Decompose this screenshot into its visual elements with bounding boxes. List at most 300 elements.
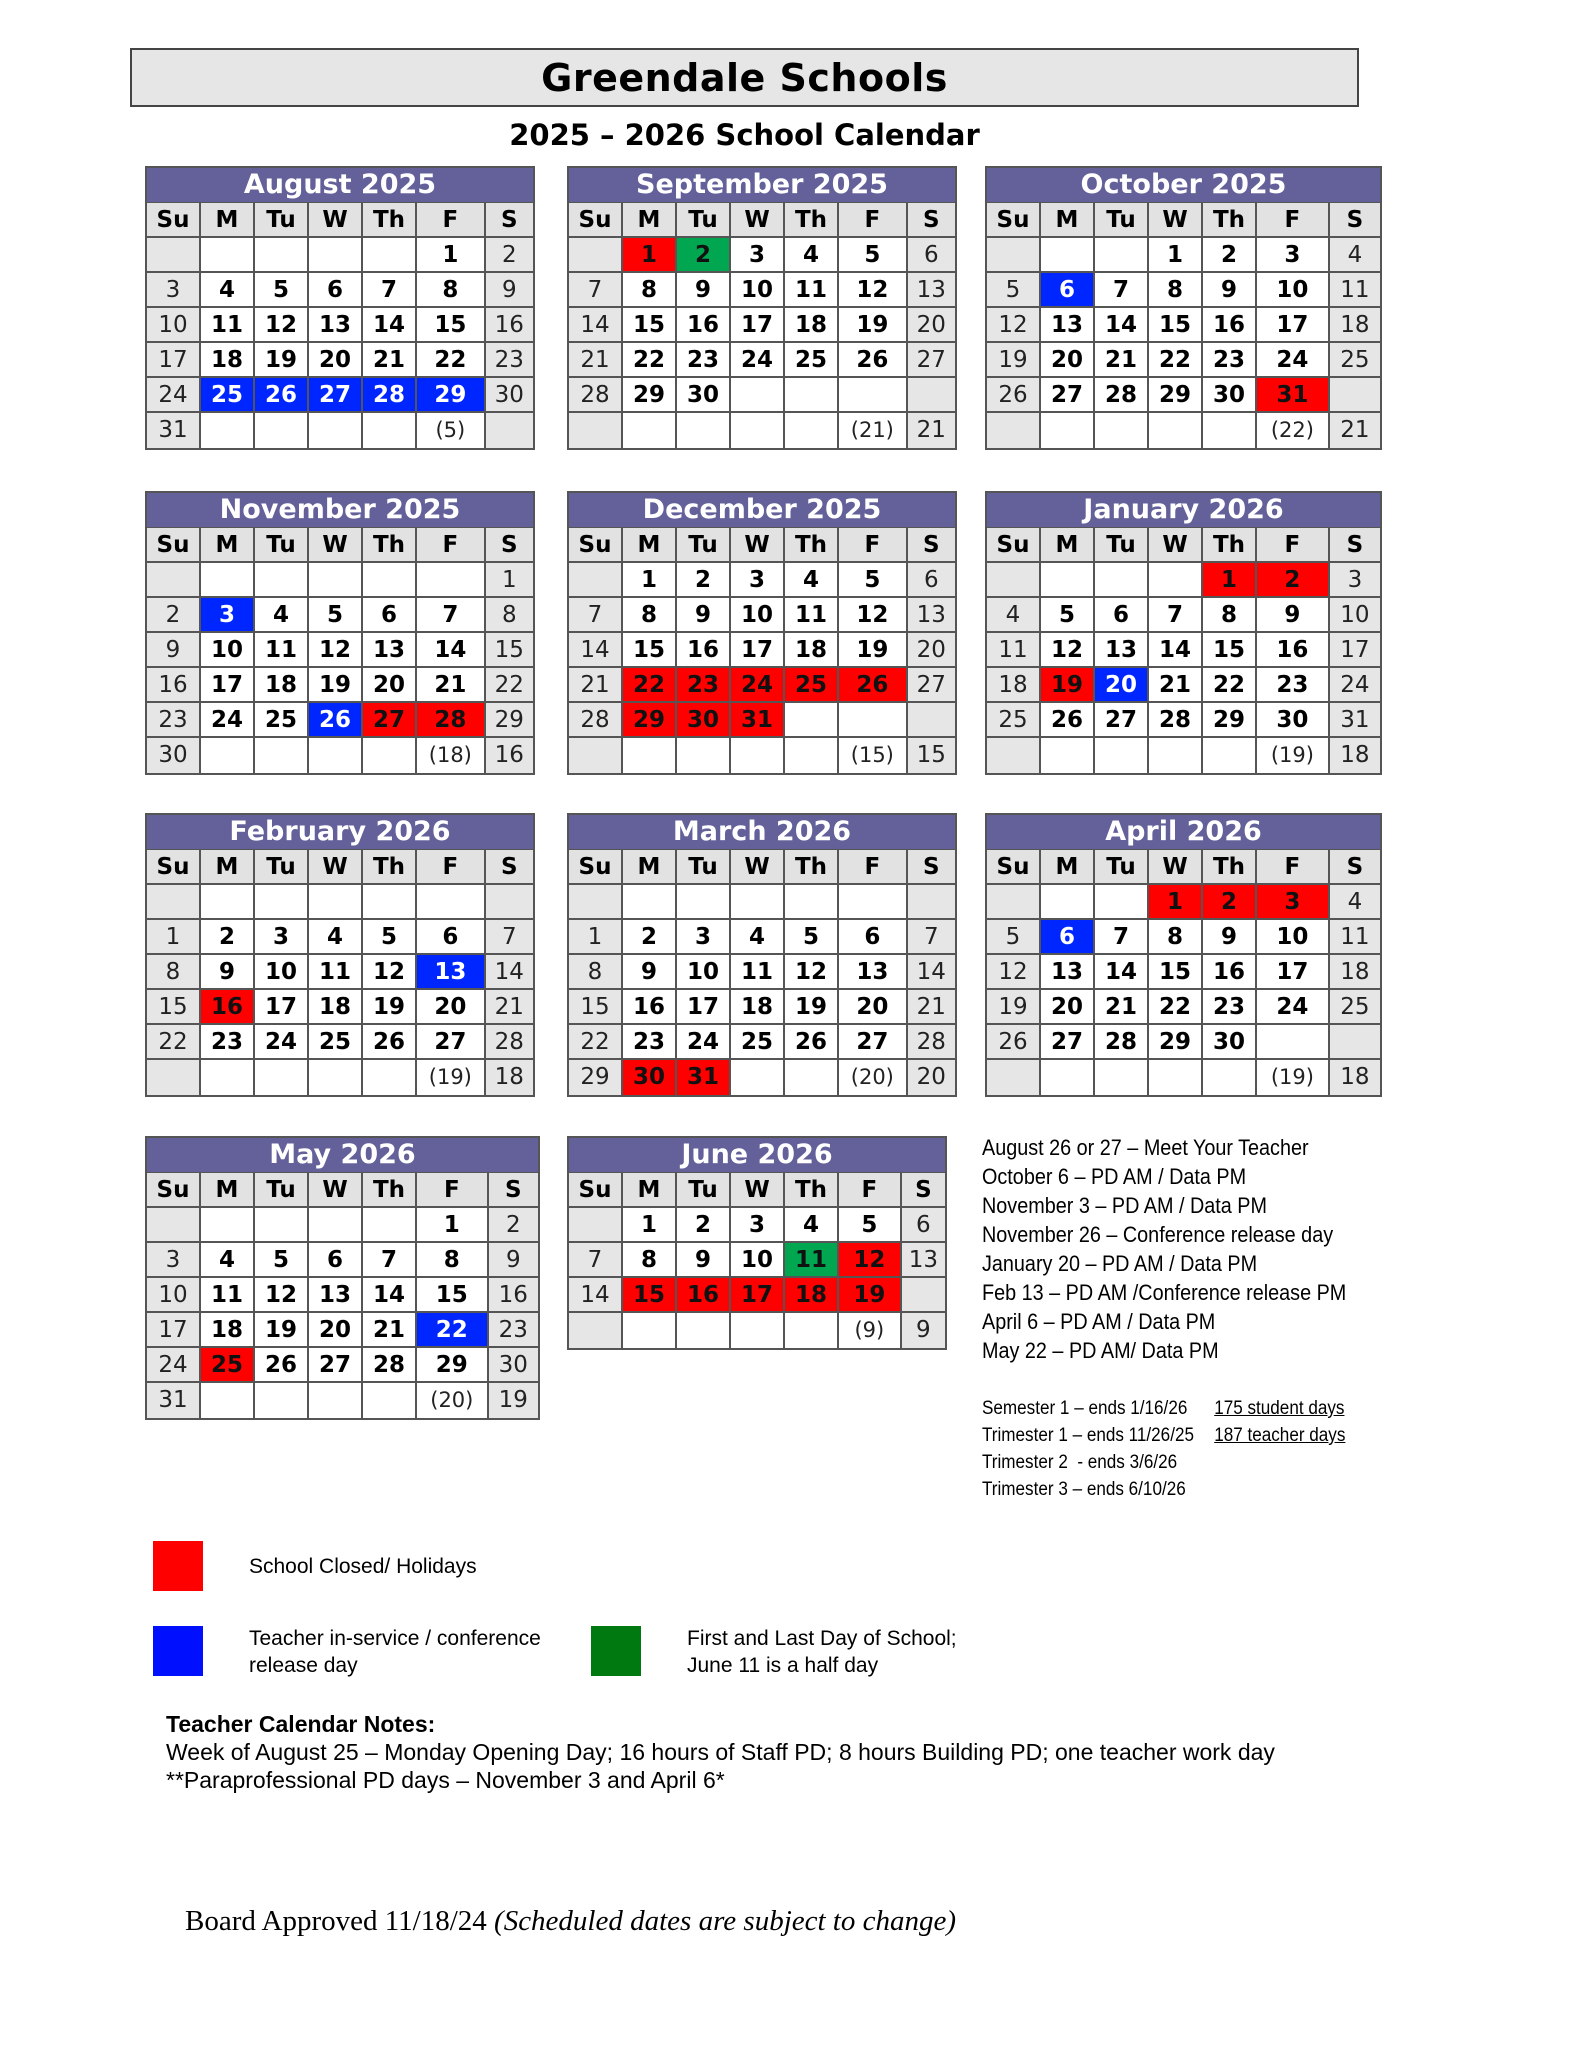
- day-cell: 12: [839, 1243, 902, 1278]
- empty-cell: [908, 378, 955, 413]
- day-cell: 17: [1257, 955, 1330, 990]
- day-cell: 25: [731, 1025, 785, 1060]
- weekday-header: W: [309, 203, 363, 238]
- weekday-header: F: [839, 1173, 902, 1208]
- day-cell: 10: [147, 1278, 201, 1313]
- legend-first-last-label: [687, 1625, 957, 1679]
- weekday-header: Tu: [255, 528, 309, 563]
- day-cell: 16: [623, 990, 677, 1025]
- day-cell: 5: [987, 273, 1041, 308]
- day-cell: 7: [363, 1243, 417, 1278]
- day-cell: 26: [255, 378, 309, 413]
- day-cell: 11: [255, 633, 309, 668]
- day-cell: 18: [785, 308, 839, 343]
- empty-cell: [309, 563, 363, 598]
- day-cell: 1: [1149, 885, 1203, 920]
- empty-cell: [201, 1383, 255, 1418]
- day-cell: 4: [309, 920, 363, 955]
- day-cell: 28: [569, 378, 623, 413]
- empty-cell: [785, 1060, 839, 1095]
- day-cell: 21: [1330, 413, 1380, 448]
- day-cell: 5: [839, 1208, 902, 1243]
- empty-cell: [731, 885, 785, 920]
- empty-cell: [987, 563, 1041, 598]
- day-cell: 25: [785, 668, 839, 703]
- day-cell: 8: [1149, 273, 1203, 308]
- day-cell: 5: [309, 598, 363, 633]
- day-cell: 14: [1095, 955, 1149, 990]
- day-cell: 11: [785, 273, 839, 308]
- empty-cell: [363, 1383, 417, 1418]
- day-cell: 23: [623, 1025, 677, 1060]
- day-cell: 7: [417, 598, 486, 633]
- day-cell: 26: [987, 1025, 1041, 1060]
- weekday-header: W: [731, 528, 785, 563]
- day-cell: 7: [569, 1243, 623, 1278]
- day-cell: 28: [486, 1025, 533, 1060]
- day-cell: 1: [147, 920, 201, 955]
- day-cell: 10: [255, 955, 309, 990]
- day-cell: (5): [417, 413, 486, 448]
- empty-cell: [677, 885, 731, 920]
- month-calendar: [985, 813, 1382, 1097]
- day-cell: 24: [731, 343, 785, 378]
- day-cell: 20: [1041, 343, 1095, 378]
- day-cell: 1: [623, 563, 677, 598]
- day-cell: 6: [309, 1243, 363, 1278]
- empty-cell: [569, 885, 623, 920]
- day-cell: 26: [987, 378, 1041, 413]
- empty-cell: [201, 413, 255, 448]
- day-cell: 30: [147, 738, 201, 773]
- empty-cell: [201, 1208, 255, 1243]
- month-title: October 2025: [987, 168, 1380, 202]
- day-cell: (18): [417, 738, 486, 773]
- day-cell: 11: [309, 955, 363, 990]
- empty-cell: [1041, 563, 1095, 598]
- day-cell: 3: [1257, 885, 1330, 920]
- empty-cell: [1149, 413, 1203, 448]
- day-cell: 17: [677, 990, 731, 1025]
- weekday-header: S: [486, 528, 533, 563]
- day-cell: 13: [309, 1278, 363, 1313]
- empty-cell: [1149, 738, 1203, 773]
- day-cell: 9: [201, 955, 255, 990]
- day-cell: 9: [902, 1313, 945, 1348]
- day-cell: 18: [201, 343, 255, 378]
- empty-cell: [486, 413, 533, 448]
- day-cell: (9): [839, 1313, 902, 1348]
- weekday-header: Th: [363, 1173, 417, 1208]
- day-cell: 16: [486, 308, 533, 343]
- day-cell: 2: [1203, 238, 1257, 273]
- empty-cell: [839, 378, 908, 413]
- empty-cell: [201, 885, 255, 920]
- weekday-header: Su: [987, 528, 1041, 563]
- weekday-header: W: [1149, 850, 1203, 885]
- day-cell: 17: [147, 343, 201, 378]
- day-cell: 29: [1149, 1025, 1203, 1060]
- day-cell: 8: [1203, 598, 1257, 633]
- day-cell: 4: [731, 920, 785, 955]
- weekday-header: Th: [1203, 203, 1257, 238]
- day-cell: 30: [1203, 378, 1257, 413]
- day-cell: 23: [1203, 343, 1257, 378]
- event-item: Feb 13 – PD AM /Conference release PM: [982, 1280, 1347, 1305]
- day-cell: 14: [569, 633, 623, 668]
- empty-cell: [908, 885, 955, 920]
- day-cell: 19: [987, 343, 1041, 378]
- empty-cell: [486, 885, 533, 920]
- day-cell: 12: [987, 308, 1041, 343]
- day-cell: 11: [201, 308, 255, 343]
- day-cell: 28: [1149, 703, 1203, 738]
- day-cell: 22: [1149, 990, 1203, 1025]
- day-cell: 30: [623, 1060, 677, 1095]
- day-cell: 20: [309, 343, 363, 378]
- day-cell: 19: [363, 990, 417, 1025]
- day-cell: 17: [255, 990, 309, 1025]
- day-cell: 5: [839, 238, 908, 273]
- day-cell: 21: [1095, 343, 1149, 378]
- weekday-header: Tu: [255, 1173, 309, 1208]
- term-row: [982, 1395, 1345, 1422]
- day-cell: 18: [785, 633, 839, 668]
- day-cell: 15: [417, 1278, 489, 1313]
- empty-cell: [1203, 738, 1257, 773]
- day-cell: 15: [623, 633, 677, 668]
- day-cell: 19: [987, 990, 1041, 1025]
- empty-cell: [363, 413, 417, 448]
- day-cell: 21: [417, 668, 486, 703]
- day-cell: 26: [839, 668, 908, 703]
- day-cell: 4: [255, 598, 309, 633]
- day-cell: 29: [486, 703, 533, 738]
- day-cell: 16: [1203, 308, 1257, 343]
- day-cell: 21: [569, 668, 623, 703]
- day-cell: (19): [1257, 1060, 1330, 1095]
- weekday-header: W: [309, 850, 363, 885]
- weekday-header: Tu: [677, 1173, 731, 1208]
- empty-cell: [987, 1060, 1041, 1095]
- weekday-header: W: [731, 203, 785, 238]
- empty-cell: [309, 885, 363, 920]
- day-cell: 27: [908, 343, 955, 378]
- day-cell: 19: [255, 1313, 309, 1348]
- day-cell: 30: [486, 378, 533, 413]
- day-cell: 16: [489, 1278, 538, 1313]
- day-cell: 14: [363, 1278, 417, 1313]
- weekday-header: F: [417, 850, 486, 885]
- day-cell: 30: [677, 703, 731, 738]
- day-cell: 4: [987, 598, 1041, 633]
- weekday-header: S: [908, 850, 955, 885]
- weekday-header: Th: [363, 203, 417, 238]
- empty-cell: [908, 703, 955, 738]
- month-title: September 2025: [569, 168, 955, 202]
- weekday-header: M: [623, 1173, 677, 1208]
- day-cell: 15: [623, 1278, 677, 1313]
- event-item: October 6 – PD AM / Data PM: [982, 1164, 1247, 1189]
- day-cell: 19: [1041, 668, 1095, 703]
- empty-cell: [1149, 563, 1203, 598]
- day-cell: 14: [908, 955, 955, 990]
- day-cell: 14: [1095, 308, 1149, 343]
- weekday-header: Tu: [255, 203, 309, 238]
- empty-cell: [147, 885, 201, 920]
- empty-cell: [309, 1383, 363, 1418]
- day-cell: 26: [363, 1025, 417, 1060]
- empty-cell: [1203, 413, 1257, 448]
- weekday-header: Su: [987, 203, 1041, 238]
- day-cell: 13: [1095, 633, 1149, 668]
- day-cell: 1: [417, 1208, 489, 1243]
- empty-cell: [363, 738, 417, 773]
- day-cell: 22: [1149, 343, 1203, 378]
- day-cell: 9: [677, 273, 731, 308]
- empty-cell: [987, 413, 1041, 448]
- day-cell: 7: [1095, 273, 1149, 308]
- month-title: November 2025: [147, 493, 533, 527]
- day-cell: 5: [785, 920, 839, 955]
- day-cell: 27: [908, 668, 955, 703]
- day-cell: 19: [489, 1383, 538, 1418]
- day-cell: 2: [677, 563, 731, 598]
- day-cell: 10: [1257, 273, 1330, 308]
- empty-cell: [569, 413, 623, 448]
- day-cell: 12: [363, 955, 417, 990]
- day-cell: 8: [623, 598, 677, 633]
- day-cell: 3: [731, 1208, 785, 1243]
- empty-cell: [839, 703, 908, 738]
- day-cell: 15: [147, 990, 201, 1025]
- day-cell: 27: [1041, 378, 1095, 413]
- day-cell: 3: [731, 563, 785, 598]
- empty-cell: [147, 1208, 201, 1243]
- weekday-header: Th: [785, 203, 839, 238]
- weekday-header: S: [902, 1173, 945, 1208]
- weekday-header: M: [201, 528, 255, 563]
- day-cell: 21: [363, 343, 417, 378]
- weekday-header: F: [417, 203, 486, 238]
- month-calendar: [985, 491, 1382, 775]
- day-cell: 8: [623, 273, 677, 308]
- weekday-header: W: [309, 528, 363, 563]
- event-item: May 22 – PD AM/ Data PM: [982, 1338, 1219, 1363]
- day-cell: 16: [677, 1278, 731, 1313]
- day-cell: 29: [623, 703, 677, 738]
- weekday-header: Su: [569, 1173, 623, 1208]
- student-days-stat: 175 student days: [1214, 1398, 1345, 1419]
- day-cell: 23: [1257, 668, 1330, 703]
- weekday-header: W: [731, 850, 785, 885]
- day-cell: 1: [1149, 238, 1203, 273]
- month-calendar: [145, 166, 535, 450]
- day-cell: 6: [1095, 598, 1149, 633]
- day-cell: 3: [731, 238, 785, 273]
- day-cell: 27: [417, 1025, 486, 1060]
- day-cell: (20): [417, 1383, 489, 1418]
- day-cell: 29: [417, 378, 486, 413]
- day-cell: 21: [486, 990, 533, 1025]
- day-cell: 28: [363, 378, 417, 413]
- weekday-header: M: [1041, 528, 1095, 563]
- day-cell: 20: [363, 668, 417, 703]
- day-cell: 5: [839, 563, 908, 598]
- empty-cell: [1041, 738, 1095, 773]
- month-title: August 2025: [147, 168, 533, 202]
- day-cell: 30: [1203, 1025, 1257, 1060]
- day-cell: 14: [363, 308, 417, 343]
- empty-cell: [785, 738, 839, 773]
- teacher-days-stat: 187 teacher days: [1214, 1425, 1346, 1446]
- term-row: [982, 1449, 1345, 1476]
- day-cell: 25: [1330, 990, 1380, 1025]
- day-cell: 15: [417, 308, 486, 343]
- footer: [185, 1905, 956, 1938]
- day-cell: 7: [1149, 598, 1203, 633]
- empty-cell: [902, 1278, 945, 1313]
- weekday-header: Th: [785, 1173, 839, 1208]
- weekday-header: W: [1149, 528, 1203, 563]
- weekday-header: M: [1041, 850, 1095, 885]
- day-cell: 17: [731, 308, 785, 343]
- weekday-header: Su: [147, 1173, 201, 1208]
- weekday-header: F: [839, 203, 908, 238]
- empty-cell: [1257, 1025, 1330, 1060]
- day-cell: 11: [785, 1243, 839, 1278]
- day-cell: 30: [489, 1348, 538, 1383]
- empty-cell: [731, 413, 785, 448]
- weekday-header: Su: [147, 203, 201, 238]
- day-cell: 10: [147, 308, 201, 343]
- day-cell: 9: [147, 633, 201, 668]
- day-cell: 11: [731, 955, 785, 990]
- day-cell: 31: [1330, 703, 1380, 738]
- empty-cell: [785, 413, 839, 448]
- day-cell: 19: [839, 633, 908, 668]
- day-cell: 6: [363, 598, 417, 633]
- day-cell: 27: [839, 1025, 908, 1060]
- day-cell: 14: [417, 633, 486, 668]
- empty-cell: [363, 1208, 417, 1243]
- day-cell: 24: [1257, 990, 1330, 1025]
- day-cell: 8: [569, 955, 623, 990]
- day-cell: 20: [839, 990, 908, 1025]
- day-cell: 17: [201, 668, 255, 703]
- day-cell: 15: [908, 738, 955, 773]
- empty-cell: [201, 738, 255, 773]
- empty-cell: [1203, 1060, 1257, 1095]
- day-cell: 21: [1149, 668, 1203, 703]
- day-cell: 13: [363, 633, 417, 668]
- day-cell: 19: [839, 308, 908, 343]
- weekday-header: M: [623, 528, 677, 563]
- day-cell: 23: [677, 668, 731, 703]
- day-cell: 20: [1041, 990, 1095, 1025]
- weekday-header: F: [1257, 203, 1330, 238]
- day-cell: 13: [309, 308, 363, 343]
- empty-cell: [201, 238, 255, 273]
- notes-title: Teacher Calendar Notes:: [166, 1711, 436, 1737]
- day-cell: 27: [1095, 703, 1149, 738]
- day-cell: 17: [1257, 308, 1330, 343]
- empty-cell: [1095, 563, 1149, 598]
- empty-cell: [309, 238, 363, 273]
- day-cell: 10: [1257, 920, 1330, 955]
- day-cell: 24: [731, 668, 785, 703]
- day-cell: 30: [677, 378, 731, 413]
- day-cell: 15: [569, 990, 623, 1025]
- weekday-header: W: [731, 1173, 785, 1208]
- day-cell: 4: [785, 238, 839, 273]
- day-cell: 2: [489, 1208, 538, 1243]
- day-cell: 25: [201, 1348, 255, 1383]
- day-cell: 29: [417, 1348, 489, 1383]
- empty-cell: [255, 738, 309, 773]
- day-cell: 15: [1203, 633, 1257, 668]
- empty-cell: [255, 1383, 309, 1418]
- empty-cell: [255, 885, 309, 920]
- weekday-header: S: [1330, 203, 1380, 238]
- weekday-header: Su: [147, 528, 201, 563]
- day-cell: 29: [1203, 703, 1257, 738]
- day-cell: 13: [1041, 308, 1095, 343]
- weekday-header: F: [417, 528, 486, 563]
- legend-inservice-label: [249, 1625, 541, 1679]
- weekday-header: Tu: [677, 203, 731, 238]
- month-title: January 2026: [987, 493, 1380, 527]
- day-cell: 19: [785, 990, 839, 1025]
- day-cell: 8: [1149, 920, 1203, 955]
- weekday-header: M: [623, 850, 677, 885]
- day-cell: 19: [309, 668, 363, 703]
- notes-line: Week of August 25 – Monday Opening Day; 16 hours of Staff PD; 8 hours Building PD; one teacher work day: [166, 1739, 1275, 1765]
- day-cell: 27: [309, 1348, 363, 1383]
- day-cell: 9: [677, 1243, 731, 1278]
- day-cell: 5: [255, 1243, 309, 1278]
- legend-first-last-swatch: [591, 1626, 641, 1676]
- empty-cell: [569, 563, 623, 598]
- legend-inservice-swatch: [153, 1626, 203, 1676]
- empty-cell: [255, 1208, 309, 1243]
- day-cell: 27: [309, 378, 363, 413]
- day-cell: 18: [785, 1278, 839, 1313]
- legend-inservice-line2: release day: [249, 1654, 358, 1677]
- day-cell: 28: [908, 1025, 955, 1060]
- term-label: Trimester 2 - ends 3/6/26: [982, 1452, 1178, 1473]
- day-cell: 22: [417, 1313, 489, 1348]
- empty-cell: [1149, 1060, 1203, 1095]
- empty-cell: [1095, 1060, 1149, 1095]
- day-cell: 8: [623, 1243, 677, 1278]
- day-cell: 8: [486, 598, 533, 633]
- empty-cell: [1330, 1025, 1380, 1060]
- day-cell: 25: [785, 343, 839, 378]
- empty-cell: [363, 238, 417, 273]
- day-cell: 22: [417, 343, 486, 378]
- day-cell: 6: [902, 1208, 945, 1243]
- events-list: [982, 1133, 1360, 1365]
- weekday-header: M: [201, 203, 255, 238]
- weekday-header: Th: [1203, 850, 1257, 885]
- day-cell: 16: [201, 990, 255, 1025]
- day-cell: 22: [147, 1025, 201, 1060]
- day-cell: 28: [417, 703, 486, 738]
- day-cell: 2: [623, 920, 677, 955]
- day-cell: 5: [987, 920, 1041, 955]
- day-cell: 16: [1257, 633, 1330, 668]
